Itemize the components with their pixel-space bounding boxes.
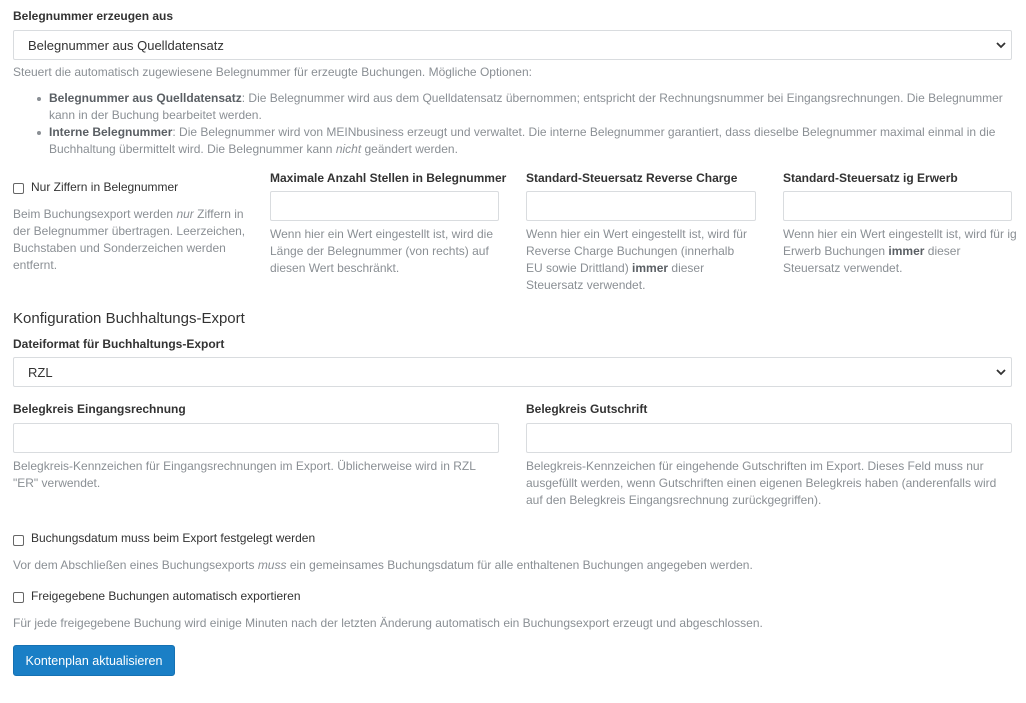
nur-ziffern-label[interactable]: Nur Ziffern in Belegnummer [31, 180, 179, 194]
belegkreis-gutschrift-help: Belegkreis-Kennzeichen für eingehende Gutschriften im Export. Dieses Feld muss nur ausgefüllt werden, wenn Gutschriften einen eigenen Belegkreis haben (anderenfalls wird auf den Belegkreis Eingangsrechnung zurückgegriffen). [526, 459, 997, 507]
ig-erwerb-label: Standard-Steuersatz ig Erwerb [783, 171, 958, 185]
buchungsdatum-label[interactable]: Buchungsdatum muss beim Export festgelegt werden [31, 531, 316, 545]
chevron-down-icon [995, 366, 1007, 378]
export-section-heading: Konfiguration Buchhaltungs-Export [13, 310, 245, 327]
chevron-down-icon [995, 39, 1007, 51]
dateiformat-select-value: RZL [28, 365, 53, 380]
belegnummer-label: Belegnummer erzeugen aus [13, 9, 174, 23]
option-quelldatensatz: Belegnummer aus Quelldatensatz: Die Belegnummer wird aus dem Quelldatensatz übernommen; entspricht der Rechnungsnummer bei Eingangsrechnungen. Die Belegnummer kann in der Buchung bearbeitet werden. [49, 90, 1009, 124]
belegnummer-select[interactable] [13, 30, 1012, 60]
buchungsdatum-checkbox[interactable] [13, 535, 24, 546]
kontenplan-aktualisieren-button[interactable]: Kontenplan aktualisieren [13, 645, 175, 676]
max-stellen-label: Maximale Anzahl Stellen in Belegnummer [270, 171, 507, 185]
ig-erwerb-input[interactable] [783, 191, 1012, 221]
belegkreis-gutschrift-label: Belegkreis Gutschrift [526, 402, 648, 416]
ig-erwerb-help: Wenn hier ein Wert eingestellt ist, wird für ig Erwerb Buchungen immer dieser Steuersatz verwendet. [783, 227, 1017, 275]
nur-ziffern-checkbox[interactable] [13, 183, 24, 194]
belegkreis-eingang-label: Belegkreis Eingangsrechnung [13, 402, 186, 416]
belegkreis-gutschrift-input[interactable] [526, 423, 1012, 453]
max-stellen-help: Wenn hier ein Wert eingestellt ist, wird die Länge der Belegnummer (von rechts) auf diesen Wert beschränkt. [270, 227, 493, 275]
option-intern: Interne Belegnummer: Die Belegnummer wird von MEINbusiness erzeugt und verwaltet. Die interne Belegnummer garantiert, dass dieselbe Belegnummer maximal einmal in die Buchhaltung übermittelt wird. Die Belegnummer kann nicht geändert werden. [49, 124, 1009, 158]
belegnummer-options [49, 90, 1009, 158]
auto-export-checkbox[interactable] [13, 592, 24, 603]
reverse-charge-label: Standard-Steuersatz Reverse Charge [526, 171, 738, 185]
belegkreis-eingang-input[interactable] [13, 423, 499, 453]
reverse-charge-input[interactable] [526, 191, 756, 221]
bullet-icon [37, 131, 41, 135]
nur-ziffern-help: Beim Buchungsexport werden nur Ziffern in der Belegnummer übertragen. Leerzeichen, Buchstaben und Sonderzeichen werden entfernt. [13, 207, 246, 272]
belegnummer-help: Steuert die automatisch zugewiesene Belegnummer für erzeugte Buchungen. Mögliche Optionen: [13, 65, 532, 79]
buchungsdatum-help: Vor dem Abschließen eines Buchungsexports muss ein gemeinsames Buchungsdatum für alle enthaltenen Buchungen angegeben werden. [13, 558, 753, 572]
belegnummer-select-value: Belegnummer aus Quelldatensatz [28, 38, 224, 53]
bullet-icon [37, 97, 41, 101]
auto-export-label[interactable]: Freigegebene Buchungen automatisch exportieren [31, 589, 301, 603]
auto-export-help: Für jede freigegebene Buchung wird einige Minuten nach der letzten Änderung automatisch ein Buchungsexport erzeugt und abgeschlossen. [13, 616, 763, 630]
dateiformat-label: Dateiformat für Buchhaltungs-Export [13, 337, 225, 351]
reverse-charge-help: Wenn hier ein Wert eingestellt ist, wird für Reverse Charge Buchungen (innerhalb EU sowie Drittland) immer dieser Steuersatz verwendet. [526, 227, 747, 292]
belegkreis-eingang-help: Belegkreis-Kennzeichen für Eingangsrechnungen im Export. Üblicherweise wird in RZL "ER" verwendet. [13, 459, 476, 490]
dateiformat-select[interactable] [13, 357, 1012, 387]
max-stellen-input[interactable] [270, 191, 499, 221]
